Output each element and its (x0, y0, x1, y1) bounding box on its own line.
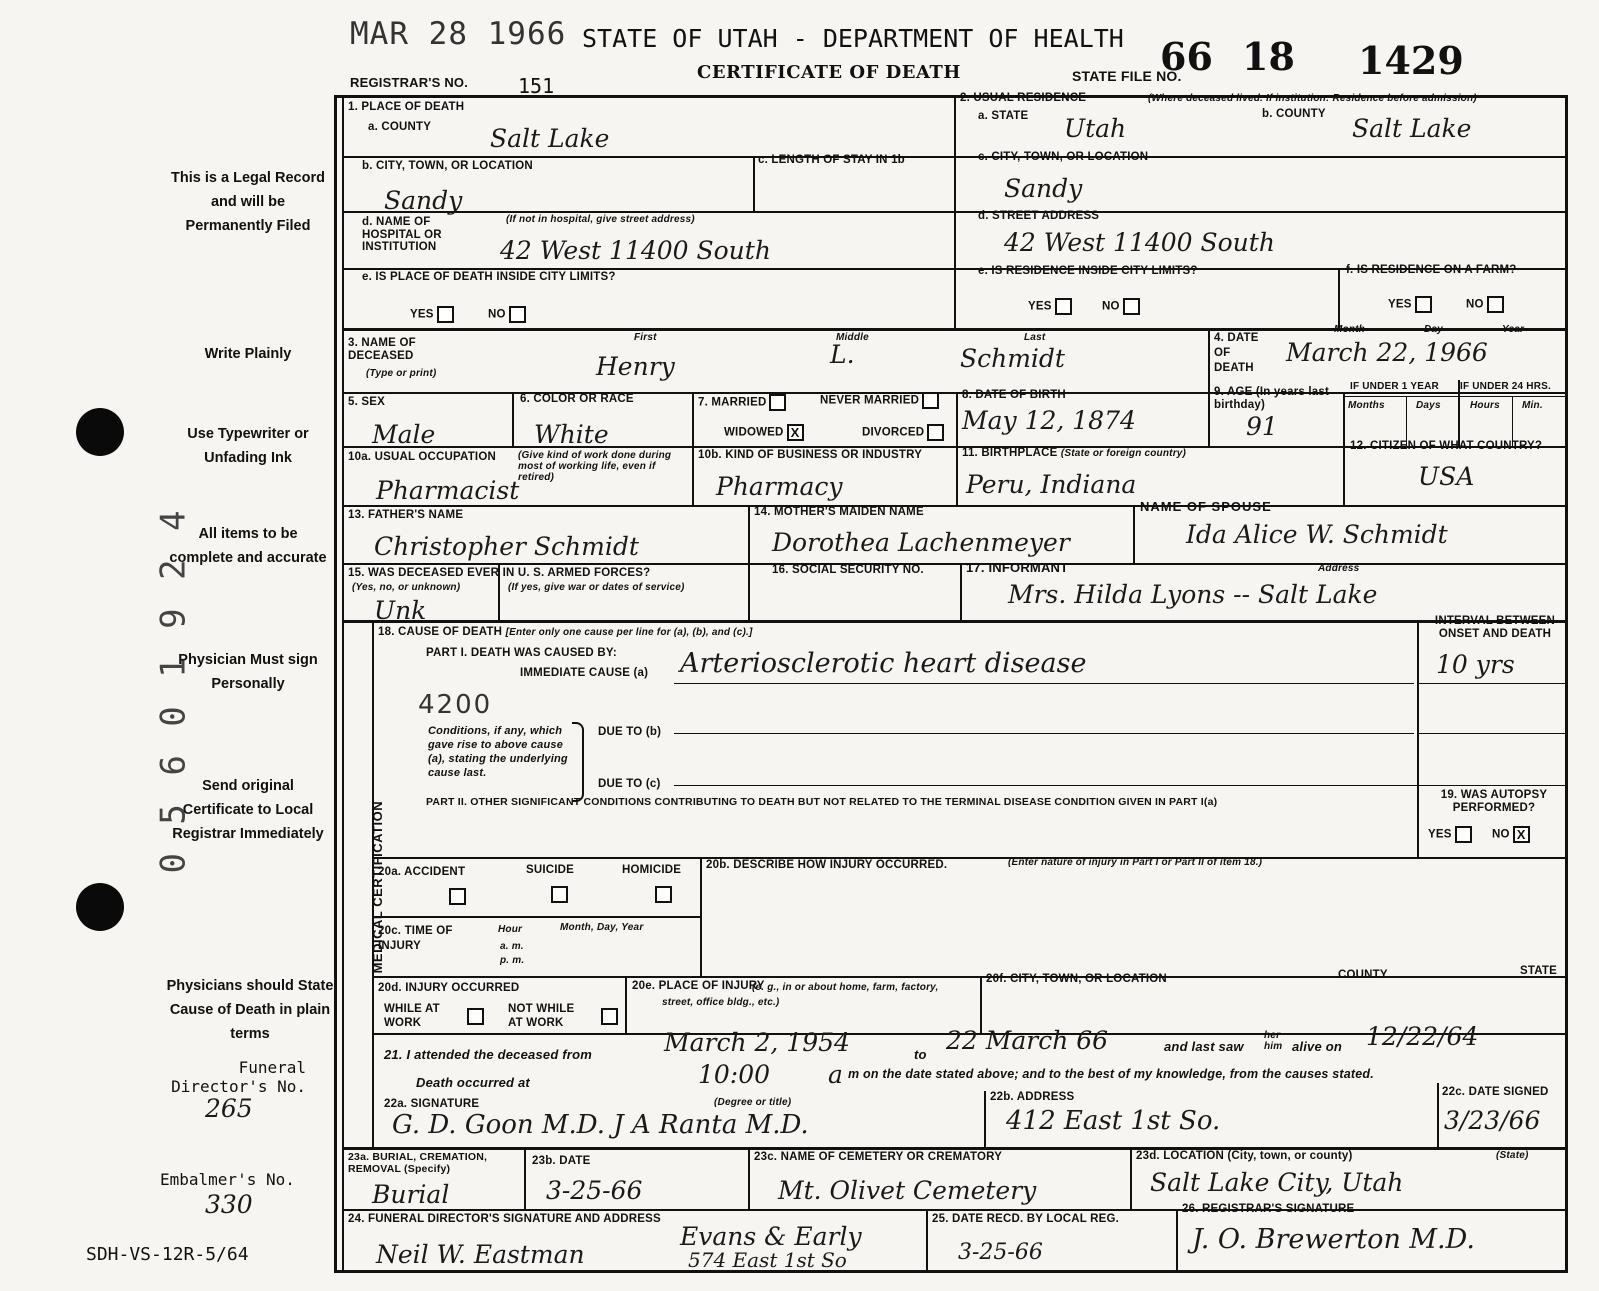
funeral-director-no: 265 (205, 1094, 253, 1123)
injury-state-label: STATE (1520, 965, 1557, 977)
mother-value: Dorothea Lachenmeyer (772, 528, 1070, 557)
part1-label: PART I. DEATH WAS CAUSED BY: (426, 647, 617, 659)
interval-value: 10 yrs (1436, 650, 1515, 679)
sidebar-send-original: Send original Certificate to Local Registrar Immediately (172, 778, 324, 842)
date-recd-label: 25. DATE RECD. BY LOCAL REG. (932, 1213, 1120, 1225)
registrar-no: 151 (518, 74, 555, 98)
res-county-value: Salt Lake (1352, 114, 1472, 143)
immediate-cause-value: Arteriosclerotic heart disease (680, 648, 1087, 679)
homicide-label: HOMICIDE (622, 864, 682, 876)
injury-city-label: 20f. CITY, TOWN, OR LOCATION (986, 973, 1167, 985)
death-occurred-label: Death occurred at (416, 1075, 530, 1090)
inside-limits-yes[interactable]: YES (410, 306, 454, 323)
cause-of-death-label: 18. CAUSE OF DEATH [Enter only one cause per line for (a), (b), and (c).] (378, 626, 753, 638)
last-saw-label: and last saw (1164, 1039, 1244, 1054)
pm-label: p. m. (500, 955, 525, 966)
birth-date-label: 8. DATE OF BIRTH (962, 389, 1066, 401)
state-note: (State) (1496, 1150, 1529, 1161)
months-label: Months (1348, 400, 1385, 411)
res-state-label: a. STATE (978, 110, 1029, 122)
alive-on-label: alive on (1292, 1039, 1343, 1054)
res-street-value: 42 West 11400 South (1004, 228, 1275, 257)
sex-value: Male (372, 420, 436, 449)
never-married-option[interactable]: NEVER MARRIED (820, 392, 939, 409)
res-inside-label: e. IS RESIDENCE INSIDE CITY LIMITS? (978, 265, 1198, 277)
embalmer-no-label: Embalmer's No. (160, 1170, 295, 1189)
burial-location-value: Salt Lake City, Utah (1150, 1168, 1404, 1197)
funeral-director-signature: Neil W. Eastman (376, 1240, 585, 1269)
citizen-value: USA (1418, 462, 1475, 491)
sidebar-typewriter: Use Typewriter or Unfading Ink (187, 426, 309, 466)
accident-label: 20a. ACCIDENT (378, 866, 466, 878)
last-name-value: Schmidt (960, 344, 1065, 373)
state-file-district: 18 (1242, 34, 1295, 79)
armed-forces-value: Unk (374, 596, 427, 625)
sidebar-physician-sign: Physician Must sign Personally (178, 652, 318, 692)
state-file-year: 66 (1160, 34, 1213, 79)
embalmer-no: 330 (205, 1190, 253, 1219)
residence-note: (Where deceased lived. If institution: Residence before admission) (1148, 93, 1477, 104)
date-signed-label: 22c. DATE SIGNED (1442, 1086, 1549, 1098)
res-street-label: d. STREET ADDRESS (978, 210, 1100, 222)
cemetery-value: Mt. Olivet Cemetery (778, 1176, 1037, 1205)
first-name-label: First (634, 332, 657, 343)
alive-on-value: 12/22/64 (1366, 1022, 1479, 1051)
not-while-at-work-checkbox[interactable] (598, 1008, 618, 1026)
injury-how-note: (Enter nature of injury in Part I or Part II of item 18.) (1008, 857, 1263, 868)
am-label: a. m. (500, 941, 524, 952)
middle-name-value: L. (830, 340, 855, 369)
signature-label: 22a. SIGNATURE (384, 1098, 480, 1110)
farm-label: f. IS RESIDENCE ON A FARM? (1346, 264, 1517, 276)
attended-to-value: 22 March 66 (946, 1026, 1109, 1055)
day-label: Day (1424, 324, 1443, 335)
received-date-stamp: MAR 28 1966 (350, 16, 567, 52)
conditions-brace (572, 722, 584, 802)
informant-value: Mrs. Hilda Lyons -- Salt Lake (1008, 580, 1378, 609)
hours-label: Hours (1470, 400, 1500, 411)
form-number: SDH-VS-12R-5/64 (86, 1244, 249, 1265)
deceased-name-label: 3. NAME OF DECEASED (348, 337, 416, 362)
hospital-label: d. NAME OF HOSPITAL OR INSTITUTION (362, 216, 442, 254)
burial-location-label: 23d. LOCATION (City, town, or county) (1136, 1150, 1353, 1162)
spouse-value: Ida Alice W. Schmidt (1186, 520, 1448, 549)
registrar-signature: J. O. Brewerton M.D. (1192, 1224, 1475, 1255)
place-of-death-label: 1. PLACE OF DEATH (348, 101, 465, 113)
business-label: 10b. KIND OF BUSINESS OR INDUSTRY (698, 449, 923, 461)
divorced-option[interactable]: DIVORCED (862, 424, 944, 441)
burial-value: Burial (372, 1180, 450, 1209)
death-am-mark: a (828, 1060, 843, 1089)
physician-address-label: 22b. ADDRESS (990, 1091, 1075, 1103)
medical-certification-label: MEDICAL CERTIFICATION (370, 800, 386, 974)
armed-forces-note2: (If yes, give war or dates of service) (508, 582, 685, 593)
funeral-address: 574 East 1st So (688, 1248, 847, 1272)
suicide-label: SUICIDE (526, 864, 575, 876)
sidebar-legal-record: This is a Legal Record and will be Permanently Filed (171, 170, 325, 234)
physician-address: 412 East 1st So. (1006, 1106, 1221, 1136)
pod-city-value: Sandy (384, 186, 463, 215)
injury-county-label: COUNTY (1338, 969, 1388, 981)
accident-checkbox[interactable] (446, 888, 466, 906)
age-label: 9. AGE (In years last birthday) (1214, 386, 1329, 411)
burial-date-label: 23b. DATE (532, 1155, 591, 1167)
residence-label: 2. USUAL RESIDENCE (960, 92, 1087, 104)
inside-limits-label: e. IS PLACE OF DEATH INSIDE CITY LIMITS? (362, 271, 616, 283)
armed-forces-label: 15. WAS DECEASED EVER IN U. S. ARMED FORCES? (348, 567, 651, 579)
pod-county-label: a. COUNTY (368, 121, 432, 133)
farm-yes[interactable]: YES (1388, 296, 1432, 313)
death-statement: m on the date stated above; and to the best of my knowledge, from the causes stated. (848, 1067, 1374, 1081)
interval-label: INTERVAL BETWEEN ONSET AND DEATH (1434, 615, 1556, 640)
immediate-cause-label: IMMEDIATE CAUSE (a) (520, 667, 649, 679)
pod-county-value: Salt Lake (490, 124, 610, 153)
married-option[interactable]: 7. MARRIED (698, 394, 786, 411)
burial-date-value: 3-25-66 (546, 1176, 643, 1205)
state-file-number: 1429 (1358, 38, 1464, 83)
sidebar-state-cause: Physicians should State Cause of Death in plain terms (166, 978, 334, 1042)
due-to-b-label: DUE TO (b) (598, 726, 662, 738)
place-of-injury-label: 20e. PLACE OF INJURY (632, 980, 765, 992)
pod-city-label: b. CITY, TOWN, OR LOCATION (362, 160, 533, 172)
length-of-stay-label: c. LENGTH OF STAY IN 1b (758, 154, 905, 166)
spouse-label: NAME OF SPOUSE (1140, 499, 1272, 514)
date-recd-value: 3-25-66 (958, 1240, 1043, 1265)
business-value: Pharmacy (716, 472, 843, 501)
due-to-c-label: DUE TO (c) (598, 778, 661, 790)
res-state-value: Utah (1064, 114, 1127, 143)
punch-hole-bottom (76, 883, 124, 931)
attended-to-label: to (914, 1047, 927, 1062)
punch-hole-top (76, 408, 124, 456)
under-24-hrs-label: IF UNDER 24 HRS. (1460, 381, 1551, 392)
funeral-director-no-label: Funeral Director's No. (171, 1058, 306, 1096)
injury-how-label: 20b. DESCRIBE HOW INJURY OCCURRED. (706, 859, 948, 871)
while-at-work-option[interactable]: WHILE AT WORK (384, 1003, 440, 1029)
date-signed-value: 3/23/66 (1444, 1106, 1541, 1135)
attended-label: 21. I attended the deceased from (384, 1047, 592, 1062)
attended-from-value: March 2, 1954 (664, 1028, 850, 1057)
deceased-name-note: (Type or print) (366, 368, 437, 379)
mother-label: 14. MOTHER'S MAIDEN NAME (754, 506, 924, 518)
middle-name-label: Middle (836, 332, 869, 343)
res-inside-yes[interactable]: YES (1028, 298, 1072, 315)
mdy-label: Month, Day, Year (560, 922, 644, 933)
father-value: Christopher Schmidt (374, 532, 639, 561)
race-value: White (534, 420, 609, 449)
date-of-death-label: 4. DATE OF DEATH (1214, 332, 1259, 374)
sex-label: 5. SEX (348, 396, 385, 408)
res-city-value: Sandy (1004, 174, 1083, 203)
birth-date-value: May 12, 1874 (962, 406, 1136, 435)
year-label: Year (1502, 324, 1525, 335)
suicide-checkbox[interactable] (548, 886, 568, 904)
autopsy-no[interactable]: NO X (1492, 826, 1530, 843)
physician-signature: G. D. Goon M.D. J A Ranta M.D. (392, 1110, 809, 1140)
informant-address-label: Address (1318, 563, 1360, 574)
race-label: 6. COLOR OR RACE (520, 393, 634, 405)
her-him-label: her him (1264, 1030, 1283, 1052)
birthplace-value: Peru, Indiana (966, 470, 1137, 499)
armed-forces-note1: (Yes, no, or unknown) (352, 582, 461, 593)
injury-occurred-label: 20d. INJURY OCCURRED (378, 982, 520, 994)
occupation-value: Pharmacist (376, 476, 520, 505)
res-county-label: b. COUNTY (1262, 108, 1326, 120)
autopsy-yes[interactable]: YES (1428, 826, 1472, 843)
under-one-year-label: IF UNDER 1 YEAR (1350, 381, 1439, 392)
sidebar-write-plainly: Write Plainly (204, 346, 292, 362)
conditions-note: Conditions, if any, which gave rise to above cause (a), stating the underlying cause last. (428, 725, 568, 779)
place-of-injury-note: (e. g., in or about home, farm, factory, street, office bldg., etc.) (662, 982, 939, 1008)
first-name-value: Henry (596, 352, 675, 381)
age-value: 91 (1246, 412, 1278, 441)
funeral-director-label: 24. FUNERAL DIRECTOR'S SIGNATURE AND ADDRESS (348, 1213, 661, 1225)
cause-code: 4200 (418, 690, 493, 720)
vertical-serial-number: 0 5 6 0 1 9 2 4 (153, 506, 194, 874)
last-name-label: Last (1024, 332, 1046, 343)
hospital-note: (If not in hospital, give street address) (506, 214, 695, 225)
date-of-death-value: March 22, 1966 (1286, 338, 1488, 367)
minutes-label: Min. (1522, 400, 1543, 411)
autopsy-label: 19. WAS AUTOPSY PERFORMED? (1440, 789, 1548, 814)
homicide-checkbox[interactable] (652, 886, 672, 904)
form-title: STATE OF UTAH - DEPARTMENT OF HEALTH (582, 24, 1124, 53)
registrar-no-label: REGISTRAR'S NO. (350, 75, 469, 90)
registrar-signature-label: 26. REGISTRAR'S SIGNATURE (1182, 1203, 1355, 1215)
occupation-note: (Give kind of work done during most of working life, even if retired) (518, 450, 672, 483)
funeral-firm: Evans & Early (680, 1222, 862, 1251)
not-while-at-work-option[interactable]: NOT WHILE AT WORK (508, 1003, 575, 1029)
days-label: Days (1416, 400, 1441, 411)
time-of-injury-label: 20c. TIME OF INJURY (378, 925, 453, 952)
month-label: Month (1334, 324, 1365, 335)
citizen-label: 12. CITIZEN OF WHAT COUNTRY? (1350, 440, 1543, 452)
hour-label: Hour (498, 924, 523, 935)
father-label: 13. FATHER'S NAME (348, 509, 464, 521)
inside-limits-no[interactable]: NO (488, 306, 526, 323)
form-subtitle: CERTIFICATE OF DEATH (697, 62, 961, 83)
state-file-label: STATE FILE NO. (1072, 68, 1182, 84)
farm-no[interactable]: NO (1466, 296, 1504, 313)
res-city-label: c. CITY, TOWN, OR LOCATION (978, 151, 1149, 163)
res-inside-no[interactable]: NO (1102, 298, 1140, 315)
while-at-work-checkbox[interactable] (464, 1008, 484, 1026)
sidebar-all-items: All items to be complete and accurate (169, 526, 327, 566)
ssn-label: 16. SOCIAL SECURITY NO. (772, 564, 924, 576)
death-time-value: 10:00 (698, 1060, 771, 1089)
occupation-label: 10a. USUAL OCCUPATION (348, 451, 496, 463)
hospital-value: 42 West 11400 South (500, 236, 771, 265)
part2-label: PART II. OTHER SIGNIFICANT CONDITIONS CONTRIBUTING TO DEATH BUT NOT RELATED TO THE TERMINAL DISEASE CONDITION GIVEN IN PART I(a) (426, 796, 1218, 808)
degree-label: (Degree or title) (714, 1097, 792, 1108)
informant-label: 17. INFORMANT (966, 560, 1069, 575)
burial-label: 23a. BURIAL, CREMATION, REMOVAL (Specify) (348, 1151, 488, 1175)
widowed-option[interactable]: WIDOWED X (724, 424, 804, 441)
cemetery-label: 23c. NAME OF CEMETERY OR CREMATORY (754, 1151, 1003, 1163)
birthplace-label: 11. BIRTHPLACE (State or foreign country) (962, 447, 1187, 459)
